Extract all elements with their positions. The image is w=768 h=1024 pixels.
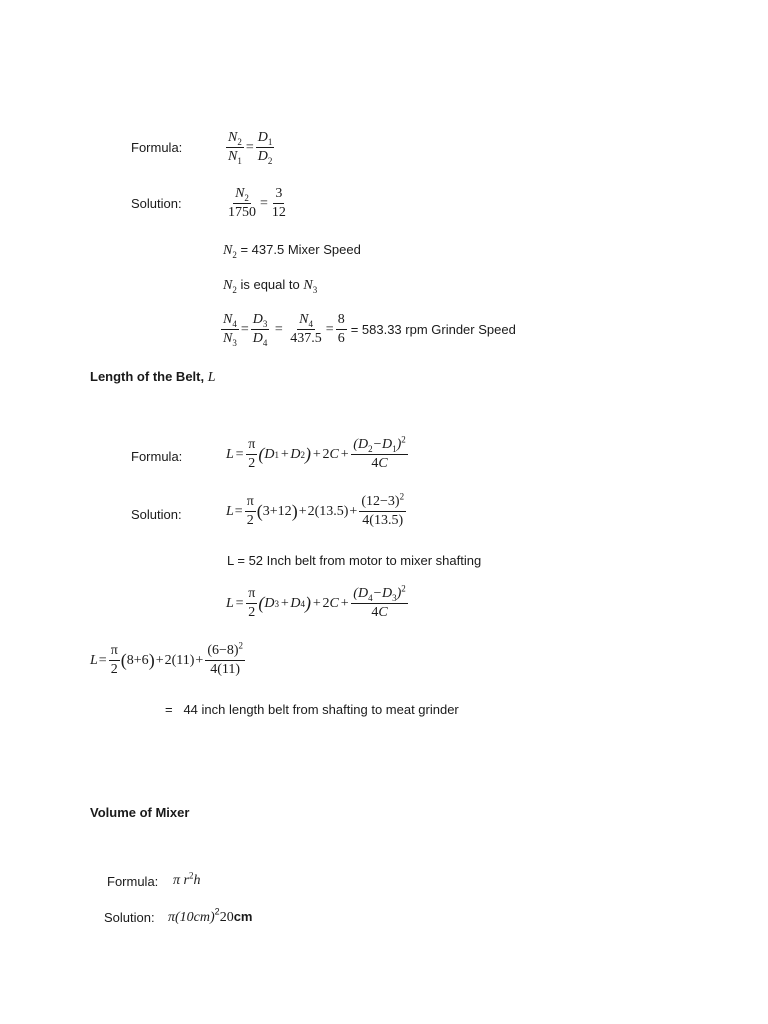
volume-heading: Volume of Mixer bbox=[90, 805, 190, 820]
belt-formula: L = $\frac{\pi}{2}$ ( D 1 + D 2 ) + 2 C + $\frac{(D_2-D_1)^2}{4C}$ bbox=[226, 434, 406, 471]
n2-equal-n3: $N_2$ is equal to $N_3$ bbox=[223, 277, 318, 295]
formula-label-belt: Formula: bbox=[131, 449, 183, 464]
belt-result-motor-mixer: L = 52 Inch belt from motor to mixer shafting bbox=[227, 553, 482, 568]
volume-formula: π $r^2h$ bbox=[173, 870, 201, 888]
volume-solution: $\pi(10cm)^220cm$ bbox=[168, 906, 253, 925]
belt-result-shafting-grinder: = 44 inch length belt from shafting to meat grinder bbox=[165, 702, 459, 717]
belt-formula-second: L = $\frac{\pi}{2}$ ( D 3 + D 4 ) + 2 C + $\frac{(D_4-D_3)^2}{4C}$ bbox=[226, 583, 406, 620]
grinder-speed-equation: $\frac{N_4}{N_3}$ = $\frac{D_3}{D_4}$ = $\frac{N_4}{437.5}$ = $\frac{8}{6}$ = 583.33 rpm Grinder Speed bbox=[223, 312, 516, 348]
solution-label-belt: Solution: bbox=[131, 507, 182, 522]
formula-label-volume: Formula: bbox=[107, 874, 159, 889]
belt-solution: L = $\frac{\pi}{2}$ ( 3+12 ) + 2(13.5) + $\frac{(12-3)^2}{4(13.5)}$ bbox=[226, 491, 405, 528]
n2-result: $N_2 = 437.5$ Mixer Speed bbox=[223, 242, 361, 260]
speed-solution: $\frac{N_2}{1750}$ = $\frac{3}{12}$ bbox=[228, 186, 286, 220]
belt-solution-second: L = $\frac{\pi}{2}$ ( 8+6 ) + 2(11) + $\frac{(6-8)^2}{4(11)}$ bbox=[90, 640, 244, 677]
speed-formula: $\frac{N_2}{N_1}$ = $\frac{D_1}{D_2}$ bbox=[228, 130, 273, 166]
belt-length-heading: Length of the Belt, L bbox=[90, 369, 216, 385]
solution-label-speed: Solution: bbox=[131, 196, 182, 211]
solution-label-volume: Solution: bbox=[104, 910, 155, 925]
formula-label-speed: Formula: bbox=[131, 140, 183, 155]
